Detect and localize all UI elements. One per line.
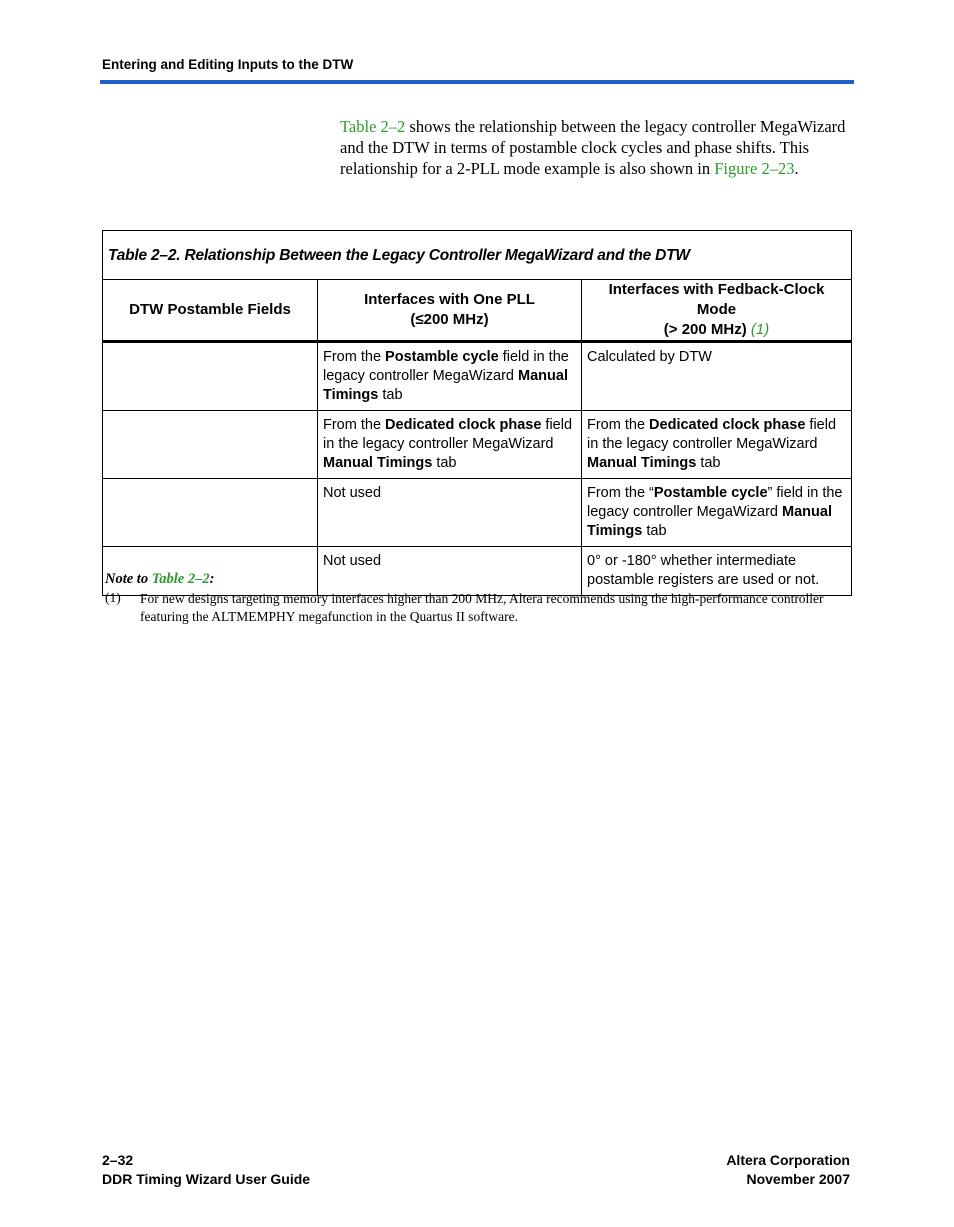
table-row [103,547,852,596]
footnote-ref[interactable]: (1) [750,321,770,338]
note-number: (1) [105,590,121,605]
running-header: Entering and Editing Inputs to the DTW [102,57,354,72]
cell-dtw-field [103,411,318,479]
cell-dtw-field [103,342,318,411]
cell-dtw-field [103,479,318,547]
header-one-pll: Interfaces with One PLL (≤200 MHz) [318,280,582,342]
figure-link[interactable]: Figure 2–23 [714,159,795,178]
header-rule [100,80,854,84]
cell-fedback-clock: Calculated by DTW [582,342,852,411]
table-note-label: Note to Table 2–2: [105,571,215,587]
header-fedback-clock: Interfaces with Fedback-Clock Mode (> 200 MHz) (1) [582,280,852,342]
cell-one-pll: From the Postamble cycle field in the legacy controller MegaWizard Manual Timings tab [318,342,582,411]
table-caption: Table 2–2. Relationship Between the Legacy Controller MegaWizard and the DTW [103,231,852,280]
cell-fedback-clock: From the Dedicated clock phase field in the legacy controller MegaWizard Manual Timings tab [582,411,852,479]
cell-one-pll: Not used [318,547,582,596]
company-name: Altera Corporation [726,1152,850,1168]
relationship-table [102,230,852,596]
intro-text-1: shows the relationship between the legacy controller MegaWizard and the DTW in terms of postamble clock cycles and phase shifts. This relationship for a 2-PLL mode example is also shown in [340,117,846,178]
cell-one-pll: From the Dedicated clock phase field in the legacy controller MegaWizard Manual Timings tab [318,411,582,479]
header-dtw-fields: DTW Postamble Fields [103,280,318,342]
intro-text-2: . [794,159,799,178]
table-row [103,479,852,547]
page-number: 2–32 [102,1152,134,1168]
table-link[interactable]: Table 2–2 [340,117,406,136]
cell-fedback-clock: From the “Postamble cycle” field in the legacy controller MegaWizard Manual Timings tab [582,479,852,547]
footer-right [726,1151,850,1189]
table-row [103,411,852,479]
table-header-row [103,280,852,342]
note-text: For new designs targeting memory interfaces higher than 200 MHz, Altera recommends using the high-performance controller featuring the ALTMEMPHY megafunction in the Quartus II software. [140,591,824,624]
intro-paragraph [340,116,850,179]
doc-title: DDR Timing Wizard User Guide [102,1171,311,1187]
note-table-link[interactable]: Table 2–2 [151,571,210,587]
cell-one-pll: Not used [318,479,582,547]
cell-fedback-clock: 0° or -180° whether intermediate postamble registers are used or not. [582,547,852,596]
table-row [103,342,852,411]
publish-date: November 2007 [746,1171,850,1187]
footer-left [102,1151,310,1189]
